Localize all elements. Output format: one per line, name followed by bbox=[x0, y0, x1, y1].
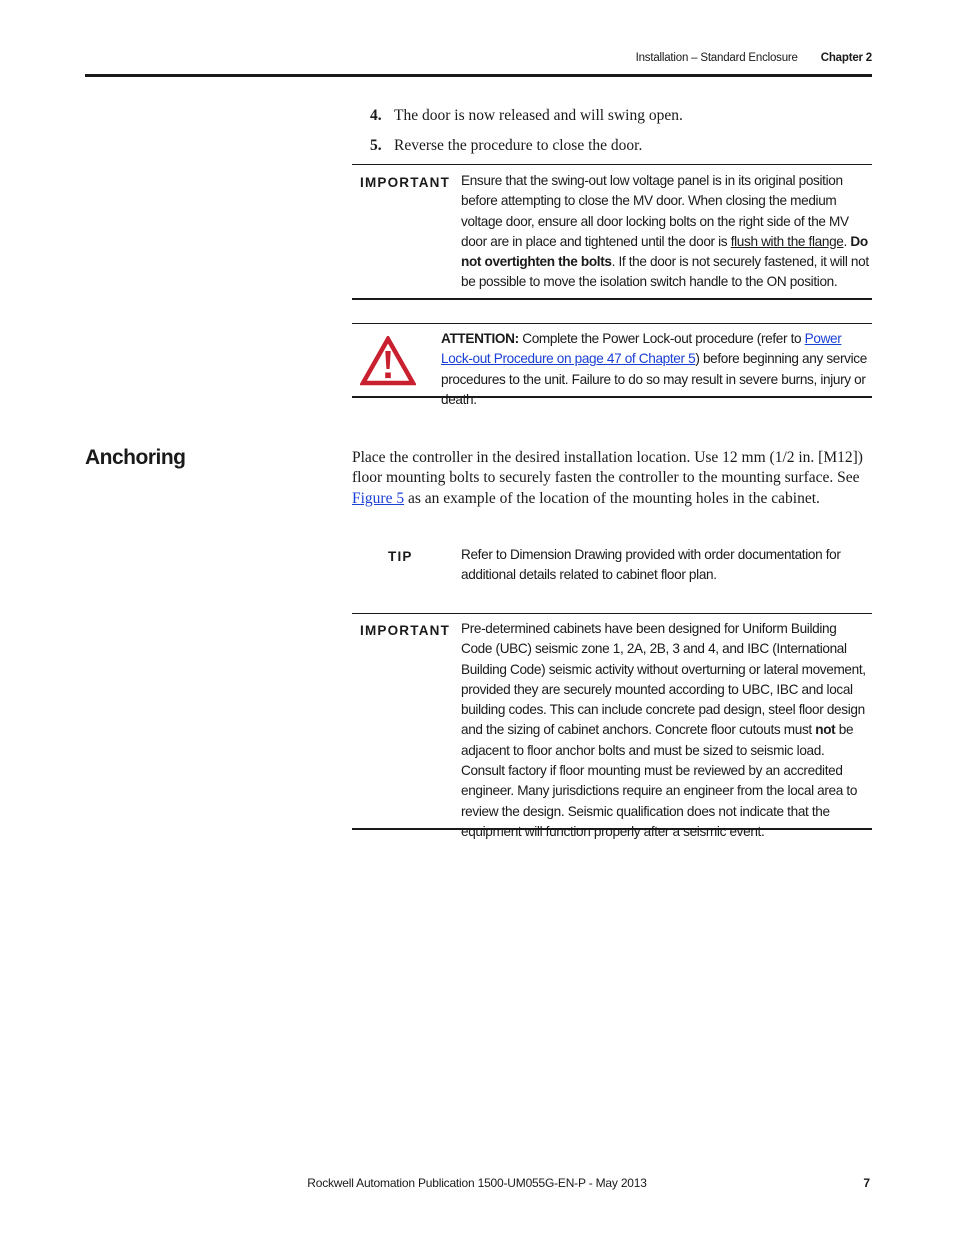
section-heading-anchoring: Anchoring bbox=[85, 446, 186, 469]
important-text: . bbox=[843, 233, 851, 249]
attention-text: Complete the Power Lock-out procedure (refer to bbox=[518, 331, 805, 346]
important-text: . If the door is not securely fastened, it will not be possible to move the isolation switch handle to the ON position. bbox=[461, 254, 869, 290]
step-number: 5. bbox=[370, 137, 382, 154]
tip-notice bbox=[352, 541, 872, 597]
step-text: The door is now released and will swing open. bbox=[394, 107, 683, 124]
important-text: be adjacent to floor anchor bolts and must be sized to seismic load. Consult factory if floor mounting must be reviewed by an accredited engineer. Many jurisdictions require an engineer from the local area to review the design. Seismic qualification does not indicate that the equipment will function properly after a seismic event. bbox=[461, 722, 858, 839]
step-4 bbox=[370, 107, 683, 125]
power-lockout-link[interactable]: Power Lock-out Procedure on page 47 of Chapter 5 bbox=[441, 331, 842, 367]
page-header bbox=[85, 0, 872, 77]
important-label: IMPORTANT bbox=[360, 623, 451, 638]
paragraph-text: Place the controller in the desired installation location. Use 12 mm (1/2 in. [M12]) floor mounting bolts to securely fasten the controller to the mounting surface. See bbox=[352, 449, 863, 487]
step-text: Reverse the procedure to close the door. bbox=[394, 137, 643, 154]
anchoring-paragraph bbox=[352, 448, 867, 509]
important-text: Pre-determined cabinets have been designed for Uniform Building Code (UBC) seismic zone 1, 2A, 2B, 3 and 4, and IBC (International Building Code) seismic activity without overturning or lateral movement, provided they are securely mounted according to UBC, IBC and local building codes. This can include concrete pad design, steel floor design and the sizing of cabinet anchors. Concrete floor cutouts must bbox=[461, 621, 866, 738]
tip-body: Refer to Dimension Drawing provided with order documentation for additional details related to cabinet floor plan. bbox=[461, 547, 841, 583]
attention-notice bbox=[352, 323, 872, 407]
header-chapter: Chapter 2 bbox=[820, 52, 872, 64]
header-text bbox=[636, 52, 872, 64]
header-section-title: Installation – Standard Enclosure bbox=[635, 52, 798, 64]
paragraph-text: as an example of the location of the mounting holes in the cabinet. bbox=[404, 489, 820, 507]
tip-label: TIP bbox=[388, 549, 413, 564]
header-rule bbox=[85, 74, 872, 77]
footer-publication: Rockwell Automation Publication 1500-UM055G-EN-P - May 2013 bbox=[307, 1176, 647, 1190]
attention-label: ATTENTION: bbox=[441, 331, 519, 346]
important-body bbox=[461, 619, 870, 842]
figure-5-link[interactable]: Figure 5 bbox=[352, 489, 405, 507]
warning-triangle-icon bbox=[360, 336, 416, 386]
bold-emphasis: not bbox=[815, 722, 836, 738]
attention-body bbox=[441, 329, 870, 410]
important-text: Ensure that the swing-out low voltage panel is in its original position before attempting to close the MV door. When closing the medium voltage door, ensure all door locking bolts on the right side of the MV door are in place and tightened until the door is bbox=[461, 173, 849, 249]
page-number: 7 bbox=[863, 1176, 870, 1190]
bold-warning: Do not overtighten the bolts bbox=[461, 233, 868, 270]
step-number: 4. bbox=[370, 107, 382, 124]
important-body bbox=[461, 171, 870, 293]
attention-text: ) before beginning any service procedures to the unit. Failure to do so may result in severe burns, injury or death. bbox=[441, 351, 867, 407]
important-notice-seismic bbox=[352, 613, 872, 839]
step-5 bbox=[370, 137, 642, 155]
important-label: IMPORTANT bbox=[360, 175, 451, 190]
underlined-phrase: flush with the flange bbox=[730, 233, 844, 249]
important-notice-door bbox=[352, 164, 872, 300]
